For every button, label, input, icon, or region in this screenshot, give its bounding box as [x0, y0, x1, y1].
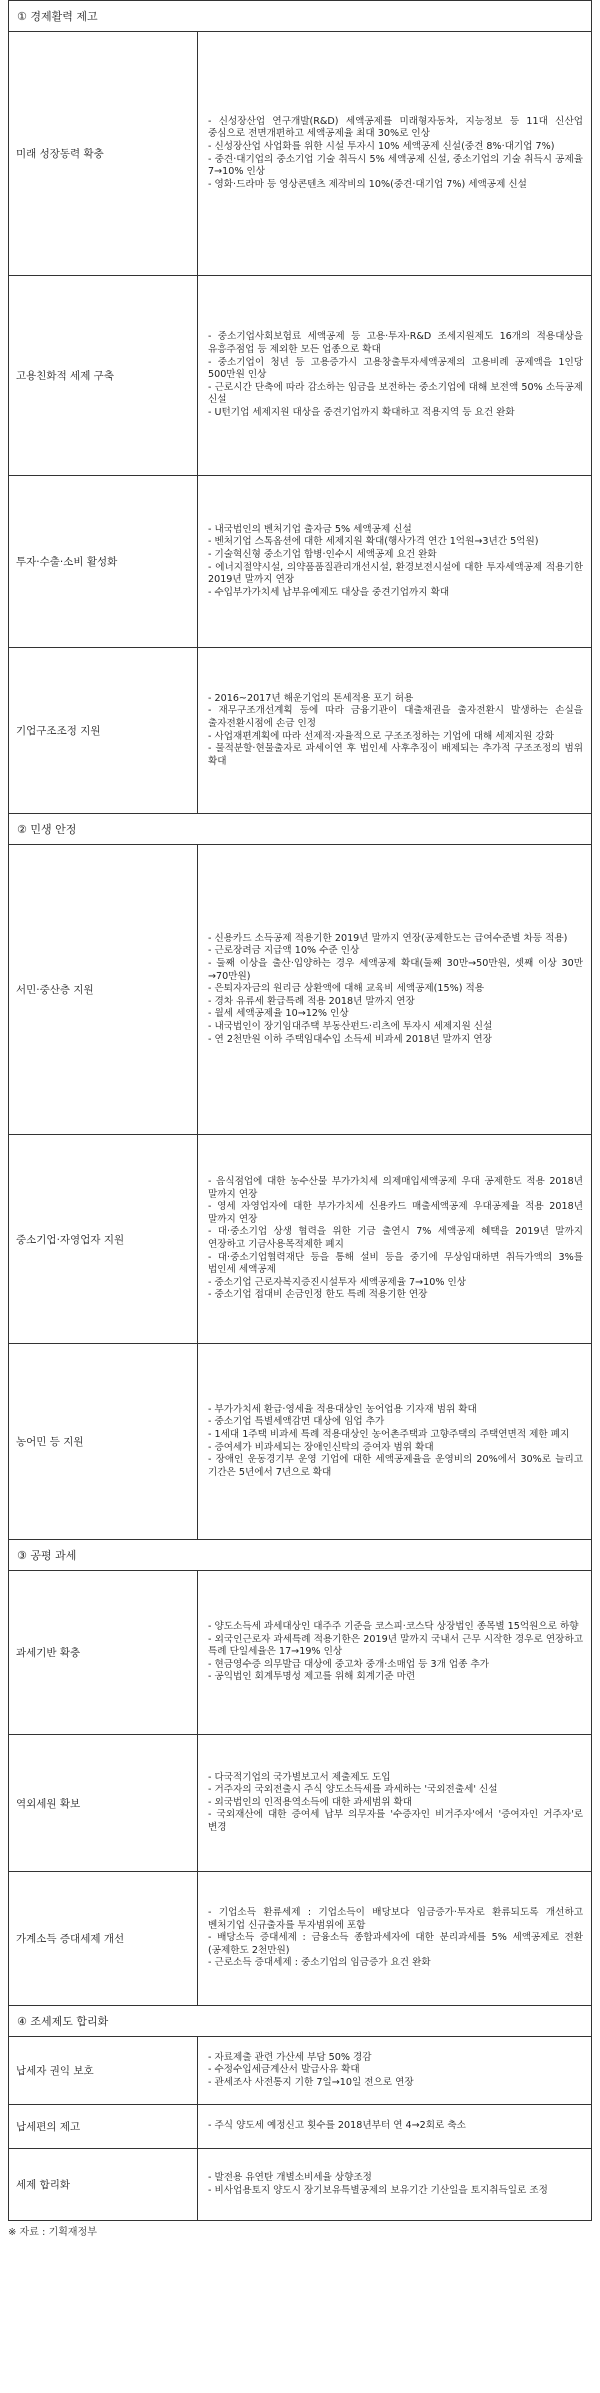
- list-item: - 은퇴자자금의 원리금 상환액에 대해 교육비 세액공제(15%) 적용: [208, 983, 485, 995]
- list-item: - 사업재편계획에 따라 선제적·자율적으로 구조조정하는 기업에 대해 세제지원 강화: [208, 730, 555, 742]
- measure-list: [208, 331, 583, 419]
- row-content: [198, 845, 591, 1134]
- table-row: [9, 1872, 591, 2006]
- list-item: - 수입부가가치세 납부유예제도 대상을 중견기업까지 확대: [208, 586, 450, 598]
- list-item: - 수정수입세금계산서 발급사유 확대: [208, 2064, 360, 2076]
- row-label: 세제 합리화: [9, 2149, 198, 2220]
- list-item: - 대·중소기업 상생 협력을 위한 기금 출연시 7% 세액공제 혜택을 2019년 말까지 연장하고 기금사용목적제한 폐지: [208, 1226, 583, 1250]
- list-item: - 중소기업 특별세액감면 대상에 임업 추가: [208, 1416, 385, 1428]
- list-item: - 연 2천만원 이하 주택임대수입 소득세 비과세 2018년 말까지 연장: [208, 1033, 492, 1045]
- list-item: - 재무구조개선계획 등에 따라 금융기관이 대출채권을 출자전환시 발생하는 손실을 출자전환시점에 손금 인정: [208, 705, 583, 729]
- row-content: [198, 276, 591, 475]
- measure-list: [208, 693, 583, 769]
- measure-list: [208, 1621, 583, 1684]
- list-item: - 1세대 1주택 비과세 특례 적용대상인 농어촌주택과 고향주택의 주택연면적 제한 폐지: [208, 1428, 570, 1440]
- row-label: 납세자 권익 보호: [9, 2037, 198, 2104]
- source-note: ※ 자료 : 기획재정부: [8, 2227, 97, 2238]
- table-row: [9, 276, 591, 476]
- list-item: - 근로장려금 지급액 10% 수준 인상: [208, 945, 360, 957]
- list-item: - 대·중소기업협력재단 등을 통해 설비 등을 중기에 무상임대하면 취득가액의 3%를 법인세 세액공제: [208, 1251, 583, 1276]
- list-item: - 배당소득 증대세제 : 금융소득 종합과세자에 대한 분리과세를 5% 세액공제로 전환(공제한도 2천만원): [208, 1932, 583, 1956]
- row-content: [198, 1344, 591, 1539]
- row-content: [198, 2149, 591, 2220]
- table-row: [9, 2037, 591, 2105]
- row-label: 과세기반 확충: [9, 1571, 198, 1734]
- row-content: [198, 648, 591, 813]
- list-item: - U턴기업 세제지원 대상을 중견기업까지 확대하고 적용지역 등 요건 완화: [208, 406, 515, 418]
- row-label: 중소기업·자영업자 지원: [9, 1135, 198, 1343]
- table-row: [9, 2149, 591, 2221]
- table-row: [9, 845, 591, 1135]
- list-item: - 부가가치세 환급·영세율 적용대상인 농어업용 기자재 범위 확대: [208, 1403, 477, 1415]
- list-item: - 다국적기업의 국가별보고서 제출제도 도입: [208, 1771, 391, 1783]
- row-label: 고용친화적 세제 구축: [9, 276, 198, 475]
- list-item: - 외국법인의 인적용역소득에 대한 과세범위 확대: [208, 1796, 413, 1808]
- list-item: - 2016~2017년 해운기업의 톤세적용 포기 허용: [208, 692, 414, 704]
- list-item: - 중소기업 접대비 손금인정 한도 특례 적용기한 연장: [208, 1289, 428, 1301]
- row-content: [198, 2105, 591, 2148]
- section-heading: ① 경제활력 제고: [9, 1, 591, 32]
- table-row: [9, 648, 591, 814]
- list-item: - 증여세가 비과세되는 장애인신탁의 증여자 범위 확대: [208, 1441, 434, 1453]
- table-row: [9, 1735, 591, 1872]
- table-row: [9, 476, 591, 648]
- row-content: [198, 32, 591, 275]
- list-item: - 자료제출 관련 가산세 부담 50% 경감: [208, 2051, 372, 2063]
- list-item: - 거주자의 국외전출시 주식 양도소득세를 과세하는 '국외전출세' 신설: [208, 1784, 498, 1796]
- measure-list: [208, 116, 583, 192]
- list-item: - 물적분할·현물출자로 과세이연 후 법인세 사후추징이 배제되는 추가적 구조조정의 범위 확대: [208, 743, 583, 767]
- row-label: 미래 성장동력 확충: [9, 32, 198, 275]
- measure-list: [208, 933, 583, 1046]
- row-content: [198, 1571, 591, 1734]
- row-label: 가계소득 증대세제 개선: [9, 1872, 198, 2005]
- list-item: - 주식 양도세 예정신고 횟수를 2018년부터 연 4→2회로 축소: [208, 2120, 466, 2132]
- list-item: - 내국법인의 벤처기업 출자금 5% 세액공제 신설: [208, 523, 412, 535]
- list-item: - 기업소득 환류세제 : 기업소득이 배당보다 임금증가·투자로 환류되도록 개선하고 벤처기업 신규출자를 투자범위에 포함: [208, 1907, 583, 1931]
- list-item: - 영화·드라마 등 영상콘텐츠 제작비의 10%(중견·대기업 7%) 세액공제 신설: [208, 178, 527, 190]
- table-row: [9, 32, 591, 276]
- row-label: 투자·수출·소비 활성화: [9, 476, 198, 647]
- row-label: 기업구조조정 지원: [9, 648, 198, 813]
- list-item: - 월세 세액공제율 10→12% 인상: [208, 1008, 349, 1020]
- list-item: - 비사업용토지 양도시 장기보유특별공제의 보유기간 기산일을 토지취득일로 조정: [208, 2184, 548, 2196]
- measure-list: [208, 1404, 583, 1480]
- table-row: [9, 2105, 591, 2149]
- list-item: - 근로소득 증대세제 : 중소기업의 임금증가 요건 완화: [208, 1957, 431, 1969]
- row-content: [198, 476, 591, 647]
- row-label: 납세편의 제고: [9, 2105, 198, 2148]
- measure-list: [208, 1176, 583, 1302]
- table-row: [9, 1344, 591, 1540]
- row-label: 서민·중산층 지원: [9, 845, 198, 1134]
- section-heading: ② 민생 안정: [9, 814, 591, 845]
- list-item: - 양도소득세 과세대상인 대주주 기준을 코스피·코스닥 상장법인 종목별 15억원으로 하향: [208, 1621, 579, 1633]
- list-item: - 벤처기업 스톡옵션에 대한 세제지원 확대(행사가격 연간 1억원→3년간 5억원): [208, 536, 539, 548]
- list-item: - 근로시간 단축에 따라 감소하는 임금을 보전하는 중소기업에 대해 보전액 50% 소득공제 신설: [208, 381, 583, 406]
- list-item: - 중소기업 근로자복지증진시설투자 세액공제율 7→10% 인상: [208, 1276, 467, 1288]
- list-item: - 음식점업에 대한 농수산물 부가가치세 의제매입세액공제 우대 공제한도 적용 2018년 말까지 연장: [208, 1176, 583, 1200]
- row-label: 농어민 등 지원: [9, 1344, 198, 1539]
- measure-list: [208, 2120, 583, 2133]
- list-item: - 발전용 유연탄 개별소비세율 상향조정: [208, 2171, 372, 2183]
- policy-table: [8, 0, 592, 2221]
- list-item: - 국외재산에 대한 증여세 납부 의무자를 '수증자인 비거주자'에서 '증여자인 거주자'로 변경: [208, 1809, 583, 1833]
- list-item: - 중견·대기업의 중소기업 기술 취득시 5% 세액공제 신설, 중소기업의 기술 취득시 공제율 7→10% 인상: [208, 153, 583, 178]
- list-item: - 경차 유류세 환급특례 적용 2018년 말까지 연장: [208, 995, 415, 1007]
- list-item: - 영세 자영업자에 대한 부가가치세 신용카드 매출세액공제 우대공제율 적용 2018년 말까지 연장: [208, 1201, 583, 1225]
- list-item: - 둘째 이상을 출산·입양하는 경우 세액공제 확대(둘째 30만→50만원, 셋째 이상 30만→70만원): [208, 958, 583, 982]
- measure-list: [208, 2052, 583, 2090]
- list-item: - 기술혁신형 중소기업 합병·인수시 세액공제 요건 완화: [208, 548, 437, 560]
- table-row: [9, 1571, 591, 1735]
- list-item: - 에너지절약시설, 의약품품질관리개선시설, 환경보전시설에 대한 투자세액공제 적용기한 2019년 말까지 연장: [208, 561, 583, 586]
- list-item: - 현금영수증 의무발급 대상에 중고차 중개·소매업 등 3개 업종 추가: [208, 1658, 490, 1670]
- row-content: [198, 2037, 591, 2104]
- row-content: [198, 1135, 591, 1343]
- measure-list: [208, 524, 583, 600]
- list-item: - 신성장산업 연구개발(R&D) 세액공제를 미래형자동차, 지능정보 등 11대 신산업 중심으로 전면개편하고 세액공제율 최대 30%로 인상: [208, 115, 583, 140]
- row-content: [198, 1735, 591, 1871]
- measure-list: [208, 1772, 583, 1835]
- list-item: - 관세조사 사전통지 기한 7일→10일 전으로 연장: [208, 2076, 414, 2088]
- list-item: - 신성장산업 사업화를 위한 시설 투자시 10% 세액공제 신설(중견 8%·대기업 7%): [208, 140, 555, 152]
- list-item: - 중소기업이 청년 등 고용증가시 고용창출투자세액공제의 고용비례 공제액을 1인당 500만원 인상: [208, 356, 583, 381]
- list-item: - 장애인 운동경기부 운영 기업에 대한 세액공제율을 운영비의 20%에서 30%로 늘리고 기간은 5년에서 7년으로 확대: [208, 1454, 583, 1478]
- list-item: - 신용카드 소득공제 적용기한 2019년 말까지 연장(공제한도는 급여수준별 차등 적용): [208, 932, 568, 944]
- measure-list: [208, 1907, 583, 1970]
- row-label: 역외세원 확보: [9, 1735, 198, 1871]
- section-heading: ④ 조세제도 합리화: [9, 2006, 591, 2037]
- list-item: - 외국인근로자 과세특례 적용기한은 2019년 말까지 국내서 근무 시작한 경우로 연장하고 특례 단일세율은 17→19% 인상: [208, 1633, 583, 1658]
- section-heading: ③ 공평 과세: [9, 1540, 591, 1571]
- list-item: - 중소기업사회보험료 세액공제 등 고용·투자·R&D 조세지원제도 16개의 적용대상을 유흥주점업 등 제외한 모든 업종으로 확대: [208, 331, 583, 356]
- list-item: - 내국법인이 장기임대주택 부동산펀드·리츠에 투자시 세제지원 신설: [208, 1020, 493, 1032]
- row-content: [198, 1872, 591, 2005]
- list-item: - 공익법인 회계투명성 제고를 위해 회계기준 마련: [208, 1671, 416, 1683]
- table-row: [9, 1135, 591, 1344]
- measure-list: [208, 2172, 583, 2197]
